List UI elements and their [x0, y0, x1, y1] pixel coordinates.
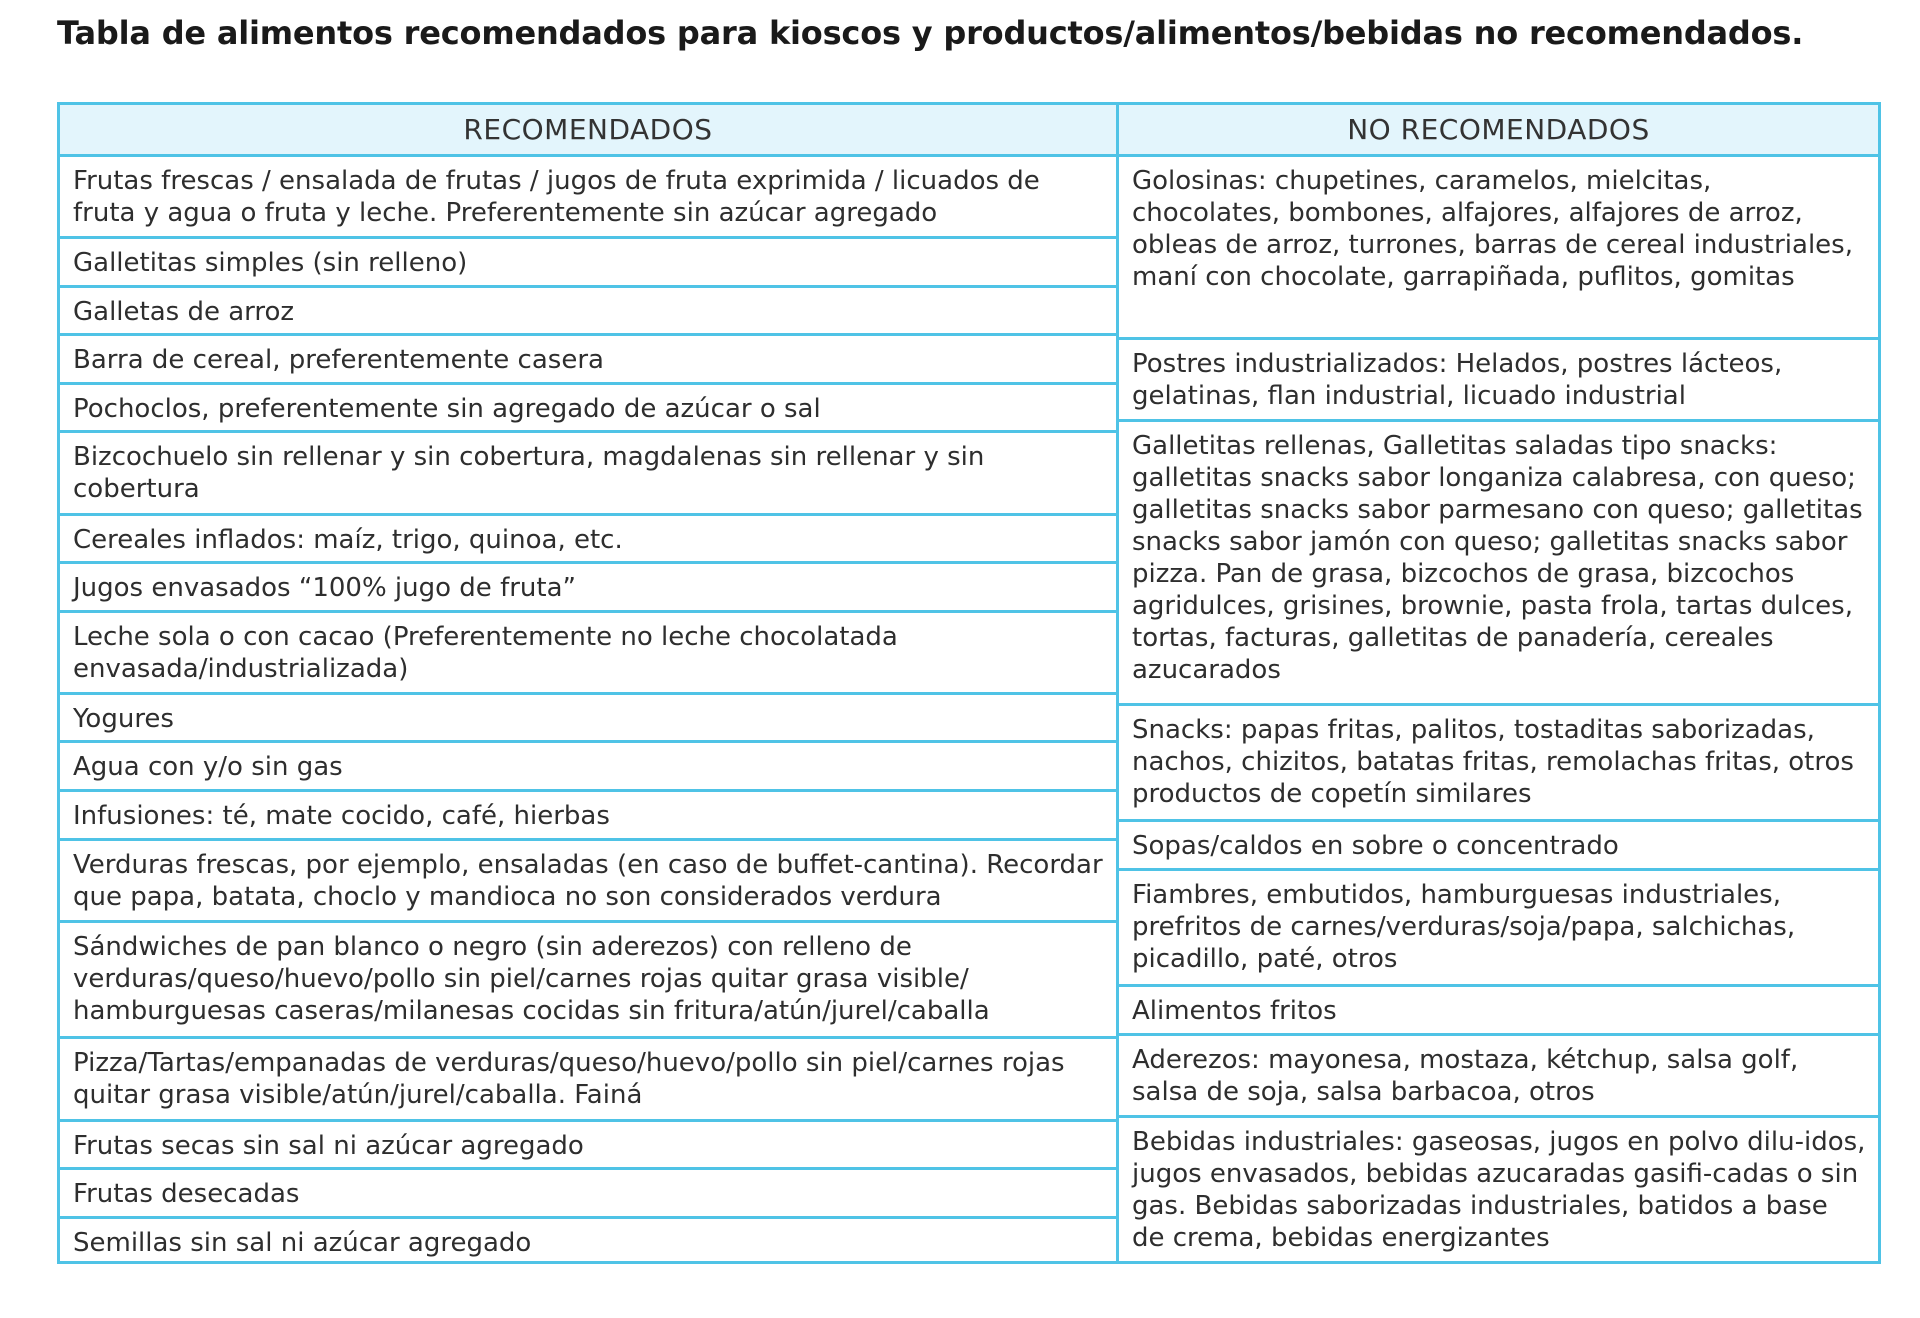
no-recomendados-cell: Bebidas industriales: gaseosas, jugos en polvo dilu-idos, jugos envasados, bebidas azucaradas gasifi-cadas o sin gas. Bebidas saborizadas industriales, batidos a base de crema, bebidas energizantes	[1132, 1127, 1866, 1253]
no-recomendados-cell: Fiambres, embutidos, hamburguesas industriales, prefritos de carnes/verduras/soja/papa, salchichas, picadillo, paté, otros	[1119, 871, 1878, 987]
recomendados-cell: Leche sola o con cacao (Preferentemente no leche chocolatada envasada/industrializada)	[60, 613, 1116, 695]
recomendados-cell: Infusiones: té, mate cocido, café, hierbas	[60, 792, 1116, 841]
recomendados-cell: Semillas sin sal ni azúcar agregado	[73, 1228, 532, 1258]
recomendados-cell: Bizcochuelo sin rellenar y sin cobertura, magdalenas sin rellenar y sin cobertura	[60, 433, 1116, 516]
recomendados-cell: Frutas desecadas	[60, 1170, 1116, 1219]
recomendados-cell: Galletas de arroz	[60, 288, 1116, 336]
page-title: Tabla de alimentos recomendados para kioscos y productos/alimentos/bebidas no recomendados.	[57, 14, 1804, 52]
no-recomendados-cell: Postres industrializados: Helados, postres lácteos, gelatinas, flan industrial, licuado industrial	[1119, 340, 1878, 422]
no-recomendados-cell: Golosinas: chupetines, caramelos, mielcitas, chocolates, bombones, alfajores, alfajores de arroz, obleas de arroz, turrones, barras de cereal industriales, maní con chocolate, garrapiñada, puflitos, gomitas	[1119, 157, 1878, 340]
recomendados-cell: Agua con y/o sin gas	[60, 743, 1116, 792]
recomendados-column	[60, 105, 1119, 1261]
no-recomendados-column	[1119, 105, 1878, 1261]
no-recomendados-cell: Galletitas rellenas, Galletitas saladas tipo snacks: galletitas snacks sabor longaniza calabresa, con queso; galletitas snacks sabor parmesano con queso; galletitas snacks sabor jamón con queso; galletitas snacks sabor pizza. Pan de grasa, bizcochos de grasa, bizcochos agridulces, grisines, brownie, pasta frola, tartas dulces, tortas, facturas, galletitas de panadería, cereales azucarados	[1119, 422, 1878, 706]
recomendados-cell: Pizza/Tartas/empanadas de verduras/queso/huevo/pollo sin piel/carnes rojas quitar grasa visible/atún/jurel/caballa. Fainá	[60, 1039, 1116, 1122]
recomendados-cell: Sándwiches de pan blanco o negro (sin aderezos) con relleno de verduras/queso/huevo/pollo sin piel/carnes rojas quitar grasa visible/ hamburguesas caseras/milanesas cocidas sin fritura/atún/jurel/caballa	[60, 923, 1116, 1039]
no-recomendados-cell: Snacks: papas fritas, palitos, tostaditas saborizadas, nachos, chizitos, batatas fritas, remolachas fritas, otros productos de copetín similares	[1119, 706, 1878, 822]
recomendados-cell: Barra de cereal, preferentemente casera	[60, 336, 1116, 385]
recomendados-cell: Frutas secas sin sal ni azúcar agregado	[60, 1122, 1116, 1170]
food-table	[57, 102, 1881, 1264]
recomendados-header: RECOMENDADOS	[60, 105, 1116, 157]
recomendados-cell: Cereales inflados: maíz, trigo, quinoa, etc.	[60, 516, 1116, 564]
recomendados-cell: Yogures	[60, 695, 1116, 743]
no-recomendados-cell: Sopas/caldos en sobre o concentrado	[1119, 822, 1878, 871]
no-recomendados-cell: Aderezos: mayonesa, mostaza, kétchup, salsa golf, salsa de soja, salsa barbacoa, otros	[1119, 1036, 1878, 1118]
no-recomendados-header: NO RECOMENDADOS	[1119, 105, 1878, 157]
recomendados-cell: Frutas frescas / ensalada de frutas / jugos de fruta exprimida / licuados de fruta y agua o fruta y leche. Preferentemente sin azúcar agregado	[60, 157, 1116, 239]
recomendados-cell: Pochoclos, preferentemente sin agregado de azúcar o sal	[60, 385, 1116, 433]
recomendados-cell: Galletitas simples (sin relleno)	[60, 239, 1116, 288]
no-recomendados-cell: Alimentos fritos	[1119, 987, 1878, 1036]
recomendados-cell: Jugos envasados “100% jugo de fruta”	[60, 564, 1116, 613]
recomendados-cell: Verduras frescas, por ejemplo, ensaladas (en caso de buffet-cantina). Recordar que papa, batata, choclo y mandioca no son considerados verdura	[60, 841, 1116, 923]
